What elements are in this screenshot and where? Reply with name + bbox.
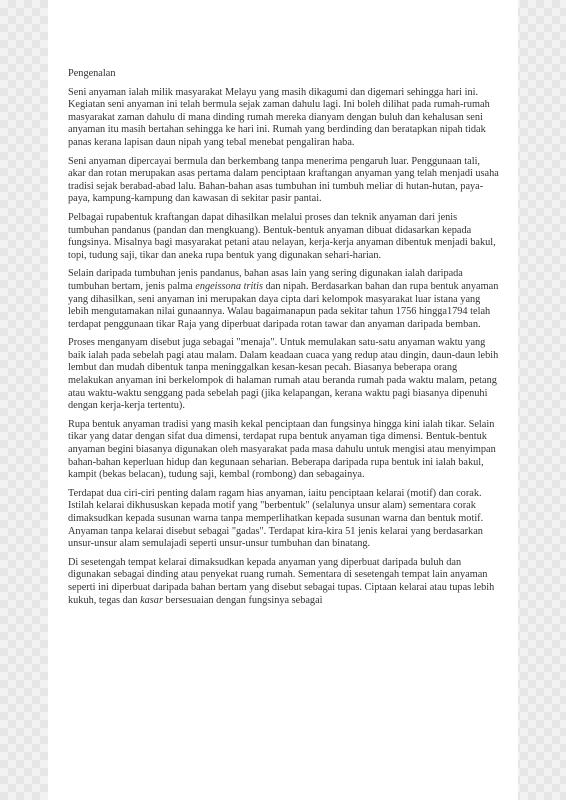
italic-text: engeissona tritis [195, 280, 264, 292]
paragraph-6 [68, 419, 500, 482]
paragraph-text: Seni anyaman dipercayai bermula dan berkembang tanpa menerima pengaruh luar. Penggunaan tali, akar dan rotan merupakan asas pertama dalam penciptaan kraftangan anyaman yang telah menjadi usaha tradisi sejak berabad-abad lalu. Bahan-bahan asas tumbuhan ini tumbuh meliar di hutan-hutan, paya-paya, kampung-kampung dan kawasan di sekitar pasir pantai. [68, 155, 499, 205]
paragraph-text: bersesuaian dengan fungsinya sebagai [162, 594, 323, 606]
paragraph-text: Terdapat dua ciri-ciri penting dalam ragam hias anyaman, iaitu penciptaan kelarai (motif) dan corak. Istilah kelarai dikhususkan kepada motif yang "berbentuk" (selalunya unsur alam) sementara corak dimaksudkan kepada susunan warna tanpa memperlihatkan kepada susunan warna dan bentuk motif. Anyaman tanpa kelarai disebut sebagai "gadas". Terdapat kira-kira 51 jenis kelarai yang berdasarkan unsur-unsur alam semulajadi seperti unsur-unsur tumbuhan dan binatang. [68, 487, 484, 550]
section-heading: Pengenalan [68, 68, 116, 79]
document-page [48, 0, 518, 800]
paragraph-text: Pelbagai rupabentuk kraftangan dapat dihasilkan melalui proses dan teknik anyaman dari jenis tumbuhan pandanus (pandan dan mengkuang). Bentuk-bentuk anyaman dibuat didasarkan kepada fungsinya. Misalnya bagi masyarakat petani atau nelayan, kerja-kerja anyaman dibentuk menjadi bakul, topi, tudung saji, tikar dan aneka rupa bentuk yang digunakan sehari-harian. [68, 211, 496, 261]
paragraph-text: Selain daripada tumbuhan jenis pandanus, bahan asas lain yang sering digunakan ialah daripada tumbuhan bertam, jenis palma [68, 268, 463, 292]
paragraph-text: Rupa bentuk anyaman tradisi yang masih kekal penciptaan dan fungsinya hingga kini ialah tikar. Selain tikar yang datar dengan sifat dua dimensi, terdapat rupa bentuk anyaman tiga dimensi. Bentuk-bentuk anyaman begini biasanya digunakan oleh masyarakat pada masa dahulu untuk mengisi atau menyimpan bahan-bahan keperluan hidup dan kegunaan seharian. Beberapa daripada rupa bentuk ini ialah bakul, kampit (bekas belacan), tudung saji, kembal (rombong) dan sebagainya. [68, 418, 496, 481]
paragraph-text: Seni anyaman ialah milik masyarakat Melayu yang masih dikagumi dan digemari sehingga hari ini. Kegiatan seni anyaman ini telah bermula sejak zaman dahulu lagi. Ini boleh dilihat pada rumah-rumah masyarakat zaman dahulu di mana dinding rumah mereka dianyam dengan buluh dan kehalusan seni anyaman itu masih bertahan sehingga ke hari ini. Rumah yang berdinding dan beratapkan nipah tidak panas kerana lapisan daun nipah yang tebal menebat pengaliran haba. [68, 86, 490, 148]
paragraph-text: dan nipah. Berdasarkan bahan dan rupa bentuk anyaman yang dihasilkan, seni anyaman ini merupakan daya cipta dari kelompok masyarakat luar istana yang lebih mengutamakan nilai gunaannya. Walau bagaimanapun pada sekitar tahun 1756 hingga1794 telah terdapat penggunaan tikar Raja yang diperbuat daripada rotan tawar dan anyaman daripada bemban. [68, 280, 499, 330]
paragraph-5 [68, 337, 500, 413]
paragraph-list [68, 87, 500, 608]
paragraph-2 [68, 156, 500, 206]
paragraph-8 [68, 557, 500, 607]
italic-text: kasar [140, 594, 163, 606]
paragraph-text: Di sesetengah tempat kelarai dimaksudkan kepada anyaman yang diperbuat daripada buluh dan digunakan sebagai dinding atau penyekat ruang rumah. Sementara di sesetengah tempat lain anyaman seperti ini diperbuat daripada bahan bertam yang disebut sebagai tupas. Ciptaan kelarai atau tupas lebih kukuh, tegas dan [68, 556, 495, 606]
paragraph-7 [68, 488, 500, 551]
paragraph-4 [68, 268, 500, 331]
paragraph-1 [68, 87, 500, 150]
document-body [68, 68, 500, 607]
paragraph-text: Proses menganyam disebut juga sebagai "menaja". Untuk memulakan satu-satu anyaman waktu yang baik ialah pada sebelah pagi atau malam. Dalam keadaan cuaca yang redup atau dingin, daun-daun lebih lembut dan mudah dibentuk tanpa meninggalkan kesan-kesan pecah. Biasanya beberapa orang melakukan anyaman ini berkelompok di halaman rumah atau beranda rumah pada waktu malam, petang atau waktu-waktu senggang pada sebelah pagi (jika kelapangan, kerana waktu pagi biasanya dipenuhi dengan kerja-kerja tertentu). [68, 337, 499, 412]
paragraph-3 [68, 212, 500, 262]
